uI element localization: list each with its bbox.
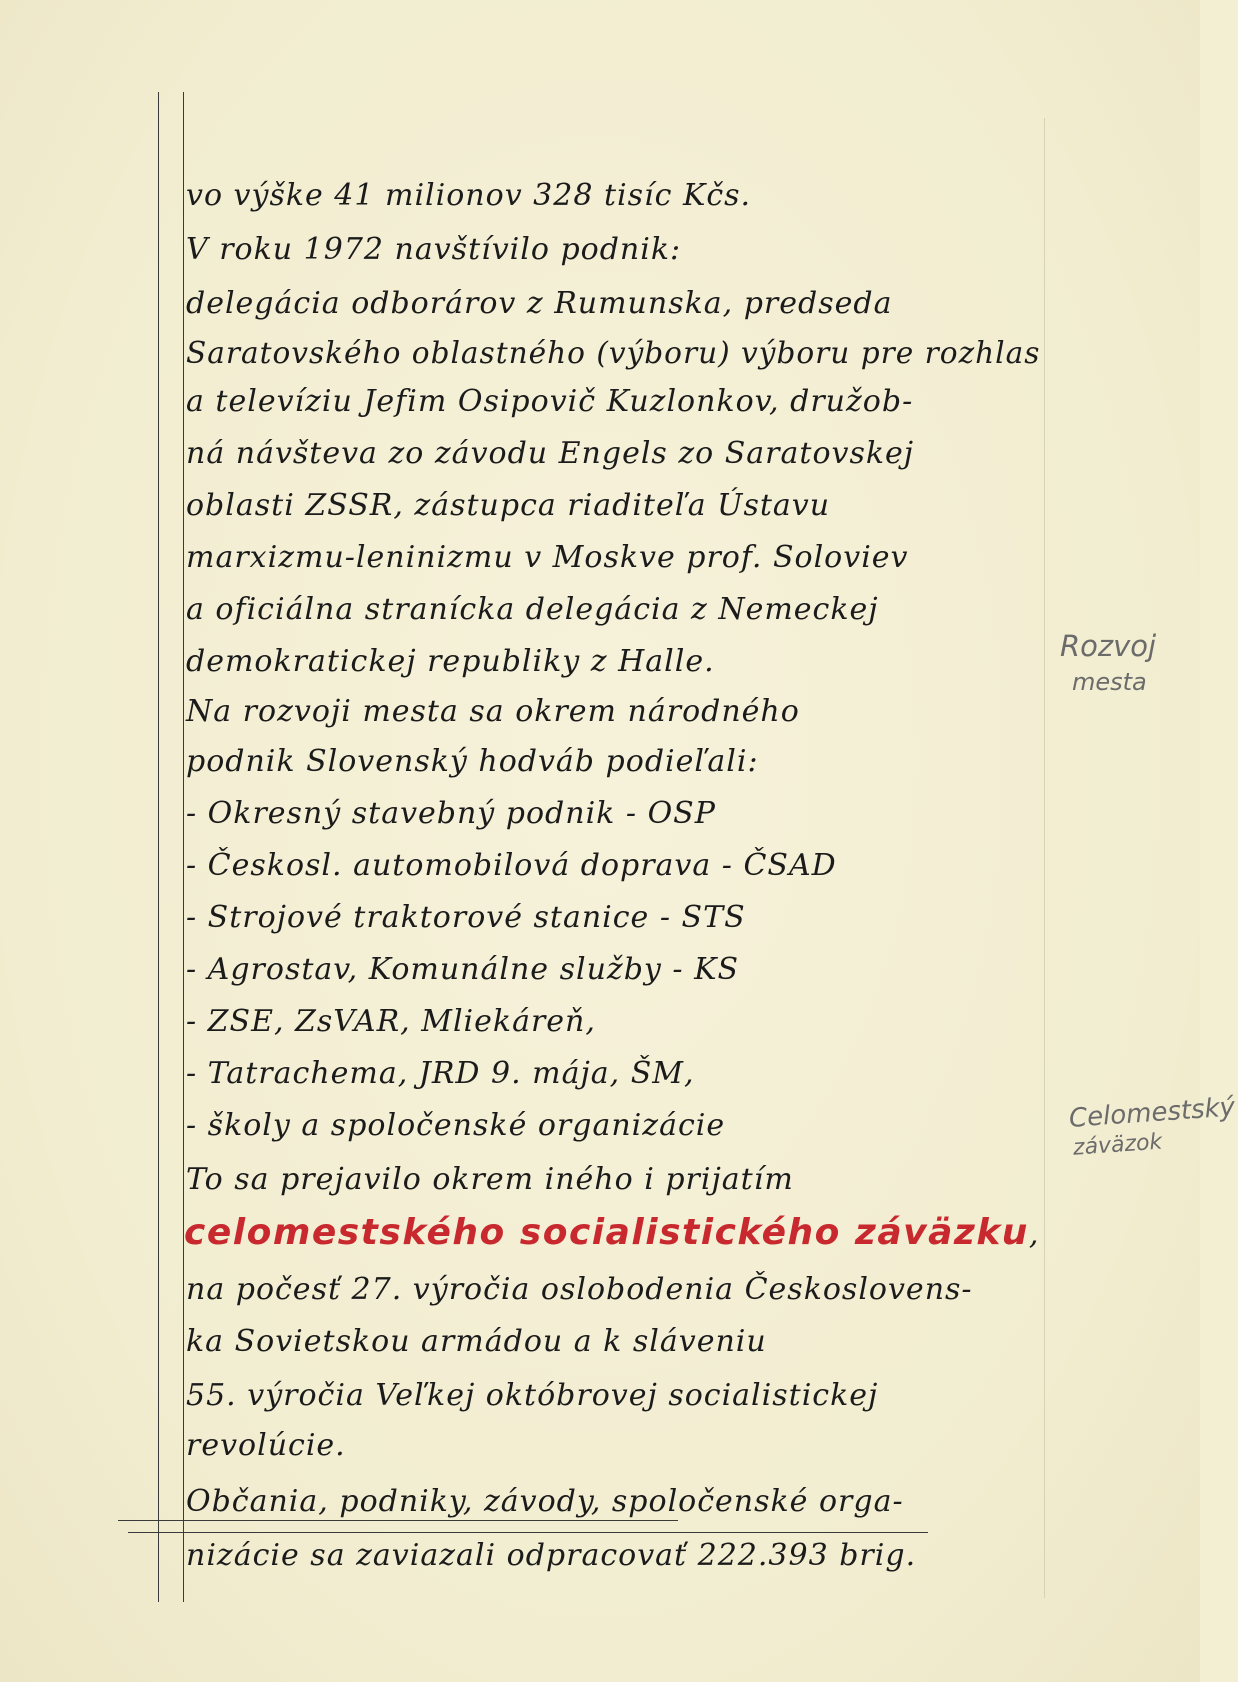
body-line: oblasti ZSSR, zástupca riaditeľa Ústavu — [186, 488, 831, 523]
body-line: a oficiálna stranícka delegácia z Nemeckej — [186, 592, 879, 627]
bottom-rule-lower — [128, 1532, 928, 1533]
list-item: - ZSE, ZsVAR, Mliekáreň, — [186, 1004, 596, 1039]
list-item: - Okresný stavebný podnik - OSP — [186, 796, 716, 831]
body-line: Na rozvoji mesta sa okrem národného — [186, 694, 800, 729]
body-line: ka Sovietskou armádou a k sláveniu — [186, 1324, 767, 1359]
body-line: marxizmu-leninizmu v Moskve prof. Soloviev — [186, 540, 909, 575]
body-line: revolúcie. — [186, 1428, 346, 1463]
body-line: Občania, podniky, závody, spoločenské orga- — [186, 1484, 904, 1519]
body-line: To sa prejavilo okrem iného i prijatím — [186, 1162, 794, 1197]
list-item: - Agrostav, Komunálne služby - KS — [186, 952, 740, 987]
body-line: Saratovského oblastného (výboru) výboru pre rozhlas — [186, 336, 1041, 371]
margin-rule-right — [1044, 118, 1045, 1598]
body-line: delegácia odborárov z Rumunska, predseda — [186, 286, 893, 321]
bottom-rule-upper — [118, 1520, 678, 1521]
list-item: - školy a spoločenské organizácie — [186, 1108, 726, 1143]
body-line: nizácie sa zaviazali odpracovať 222.393 brig. — [186, 1538, 917, 1573]
margin-note-line: záväzok — [1072, 1129, 1164, 1161]
body-line: na počesť 27. výročia oslobodenia Českoslovens- — [186, 1272, 973, 1307]
margin-rule-left-outer — [158, 92, 159, 1602]
margin-note-line: Rozvoj — [1060, 629, 1157, 663]
margin-rule-left-inner — [183, 92, 184, 1602]
list-item: - Strojové traktorové stanice - STS — [186, 900, 746, 935]
body-line: ná návšteva zo závodu Engels zo Saratovskej — [186, 436, 915, 471]
body-line: 55. výročia Veľkej októbrovej socialistickej — [186, 1378, 879, 1413]
list-item: - Tatrachema, JRD 9. mája, ŠM, — [186, 1056, 695, 1091]
list-item: - Českosl. automobilová doprava - ČSAD — [186, 848, 837, 883]
body-line: vo výške 41 milionov 328 tisíc Kčs. — [186, 178, 752, 213]
margin-note-rozvoj — [1060, 628, 1156, 700]
margin-note-line: Celomestský — [1068, 1092, 1237, 1134]
margin-note-line: mesta — [1072, 668, 1147, 696]
body-line: demokratickej republiky z Halle. — [186, 644, 715, 679]
body-line: a televíziu Jefim Osipovič Kuzlonkov, družob- — [186, 384, 914, 419]
highlight-line — [184, 1212, 1039, 1253]
highlight-trailing-comma: , — [1028, 1217, 1040, 1252]
margin-note-celomestsky — [1068, 1092, 1238, 1163]
body-line: podnik Slovenský hodváb podieľali: — [186, 744, 759, 779]
body-line: V roku 1972 navštívilo podnik: — [186, 232, 682, 267]
highlighted-phrase: celomestského socialistického záväzku — [184, 1212, 1029, 1253]
